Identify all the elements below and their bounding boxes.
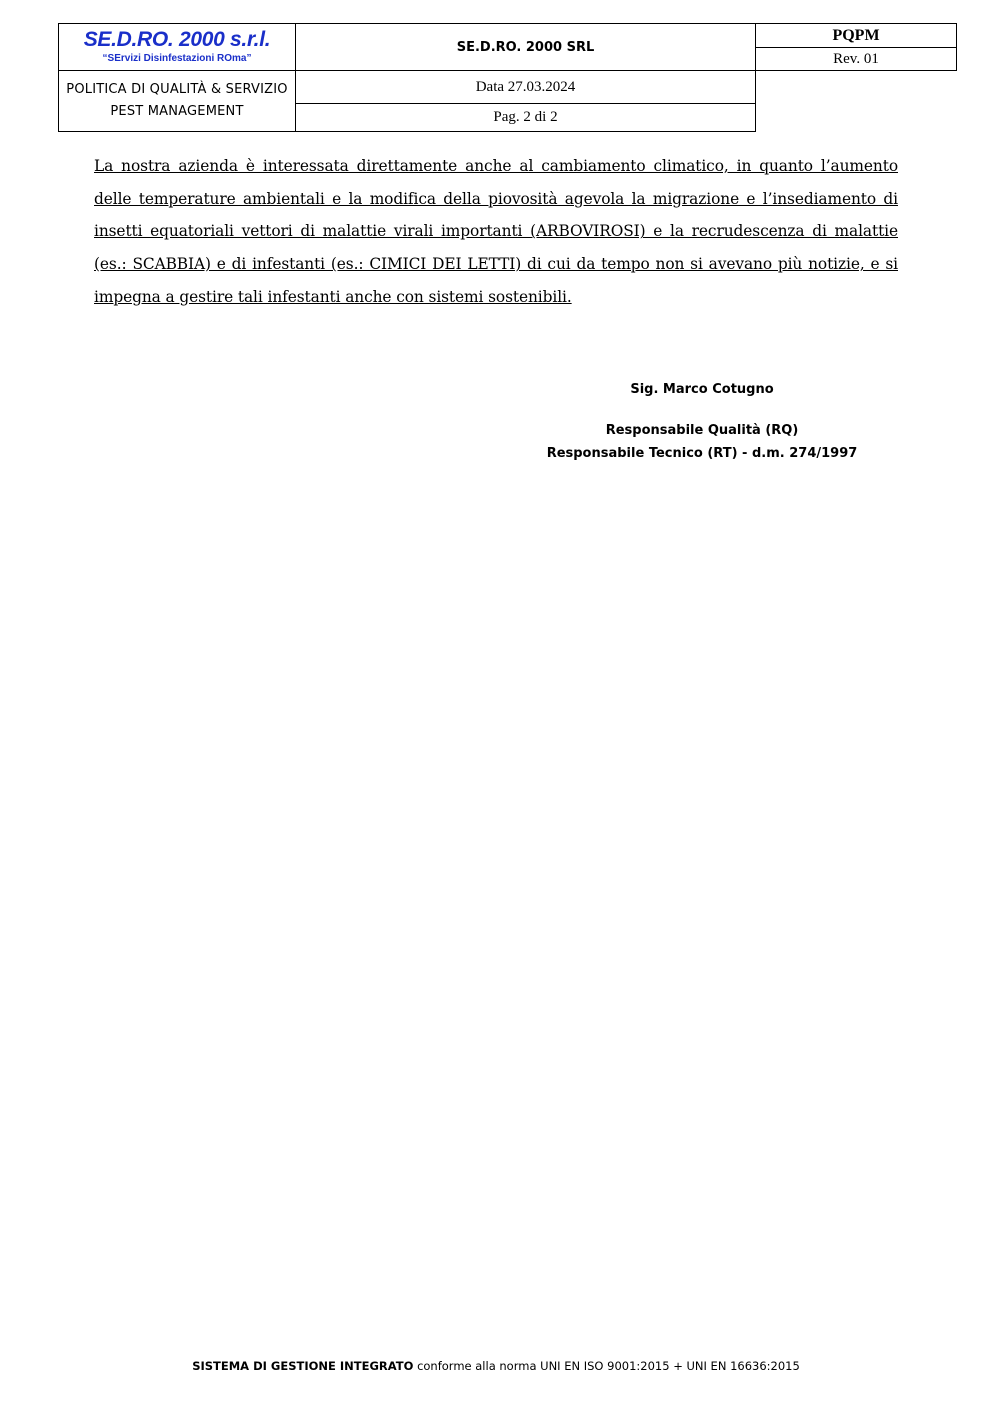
document-title	[59, 71, 296, 132]
company-logo	[59, 24, 296, 71]
logo-name: SE.D.RO. 2000 s.r.l.	[83, 28, 271, 51]
logo-subtitle: “SErvizi Disinfestazioni ROma”	[102, 53, 252, 64]
body-paragraph: La nostra azienda è interessata direttamente anche al cambiamento climatico, in quanto l’aumento delle temperature ambientali e la modifica della piovosità agevola la migrazione e l’insediamento di insetti equatoriali vettori di malattie virali importanti (ARBOVIROSI) e la recrudescenza di malattie (es.: SCABBIA) e di infestanti (es.: CIMICI DEI LETTI) di cui da tempo non si avevano più notizie, e si impegna a gestire tali infestanti anche con sistemi sostenibili.	[94, 157, 898, 306]
page-footer	[0, 1358, 992, 1374]
revision-number: Rev. 01	[756, 48, 957, 71]
signatory-role-technical: Responsabile Tecnico (RT) - d.m. 274/1997	[546, 446, 858, 461]
document-code: PQPM	[756, 24, 957, 48]
document-title-line-1: POLITICA DI QUALITÀ & SERVIZIO	[66, 82, 288, 97]
footer-system: SISTEMA DI GESTIONE INTEGRATO	[192, 1359, 414, 1373]
document-date: Data 27.03.2024	[296, 71, 756, 104]
signatory-role-quality: Responsabile Qualità (RQ)	[605, 423, 799, 438]
footer-conformity: conforme alla norma UNI EN ISO 9001:2015 + UNI EN 16636:2015	[417, 1359, 800, 1373]
document-title-line-2: PEST MANAGEMENT	[110, 104, 244, 119]
company-name: SE.D.RO. 2000 SRL	[296, 24, 756, 71]
page-number: Pag. 2 di 2	[296, 104, 756, 132]
document-header	[58, 23, 957, 132]
signatory-name: Sig. Marco Cotugno	[630, 382, 774, 397]
